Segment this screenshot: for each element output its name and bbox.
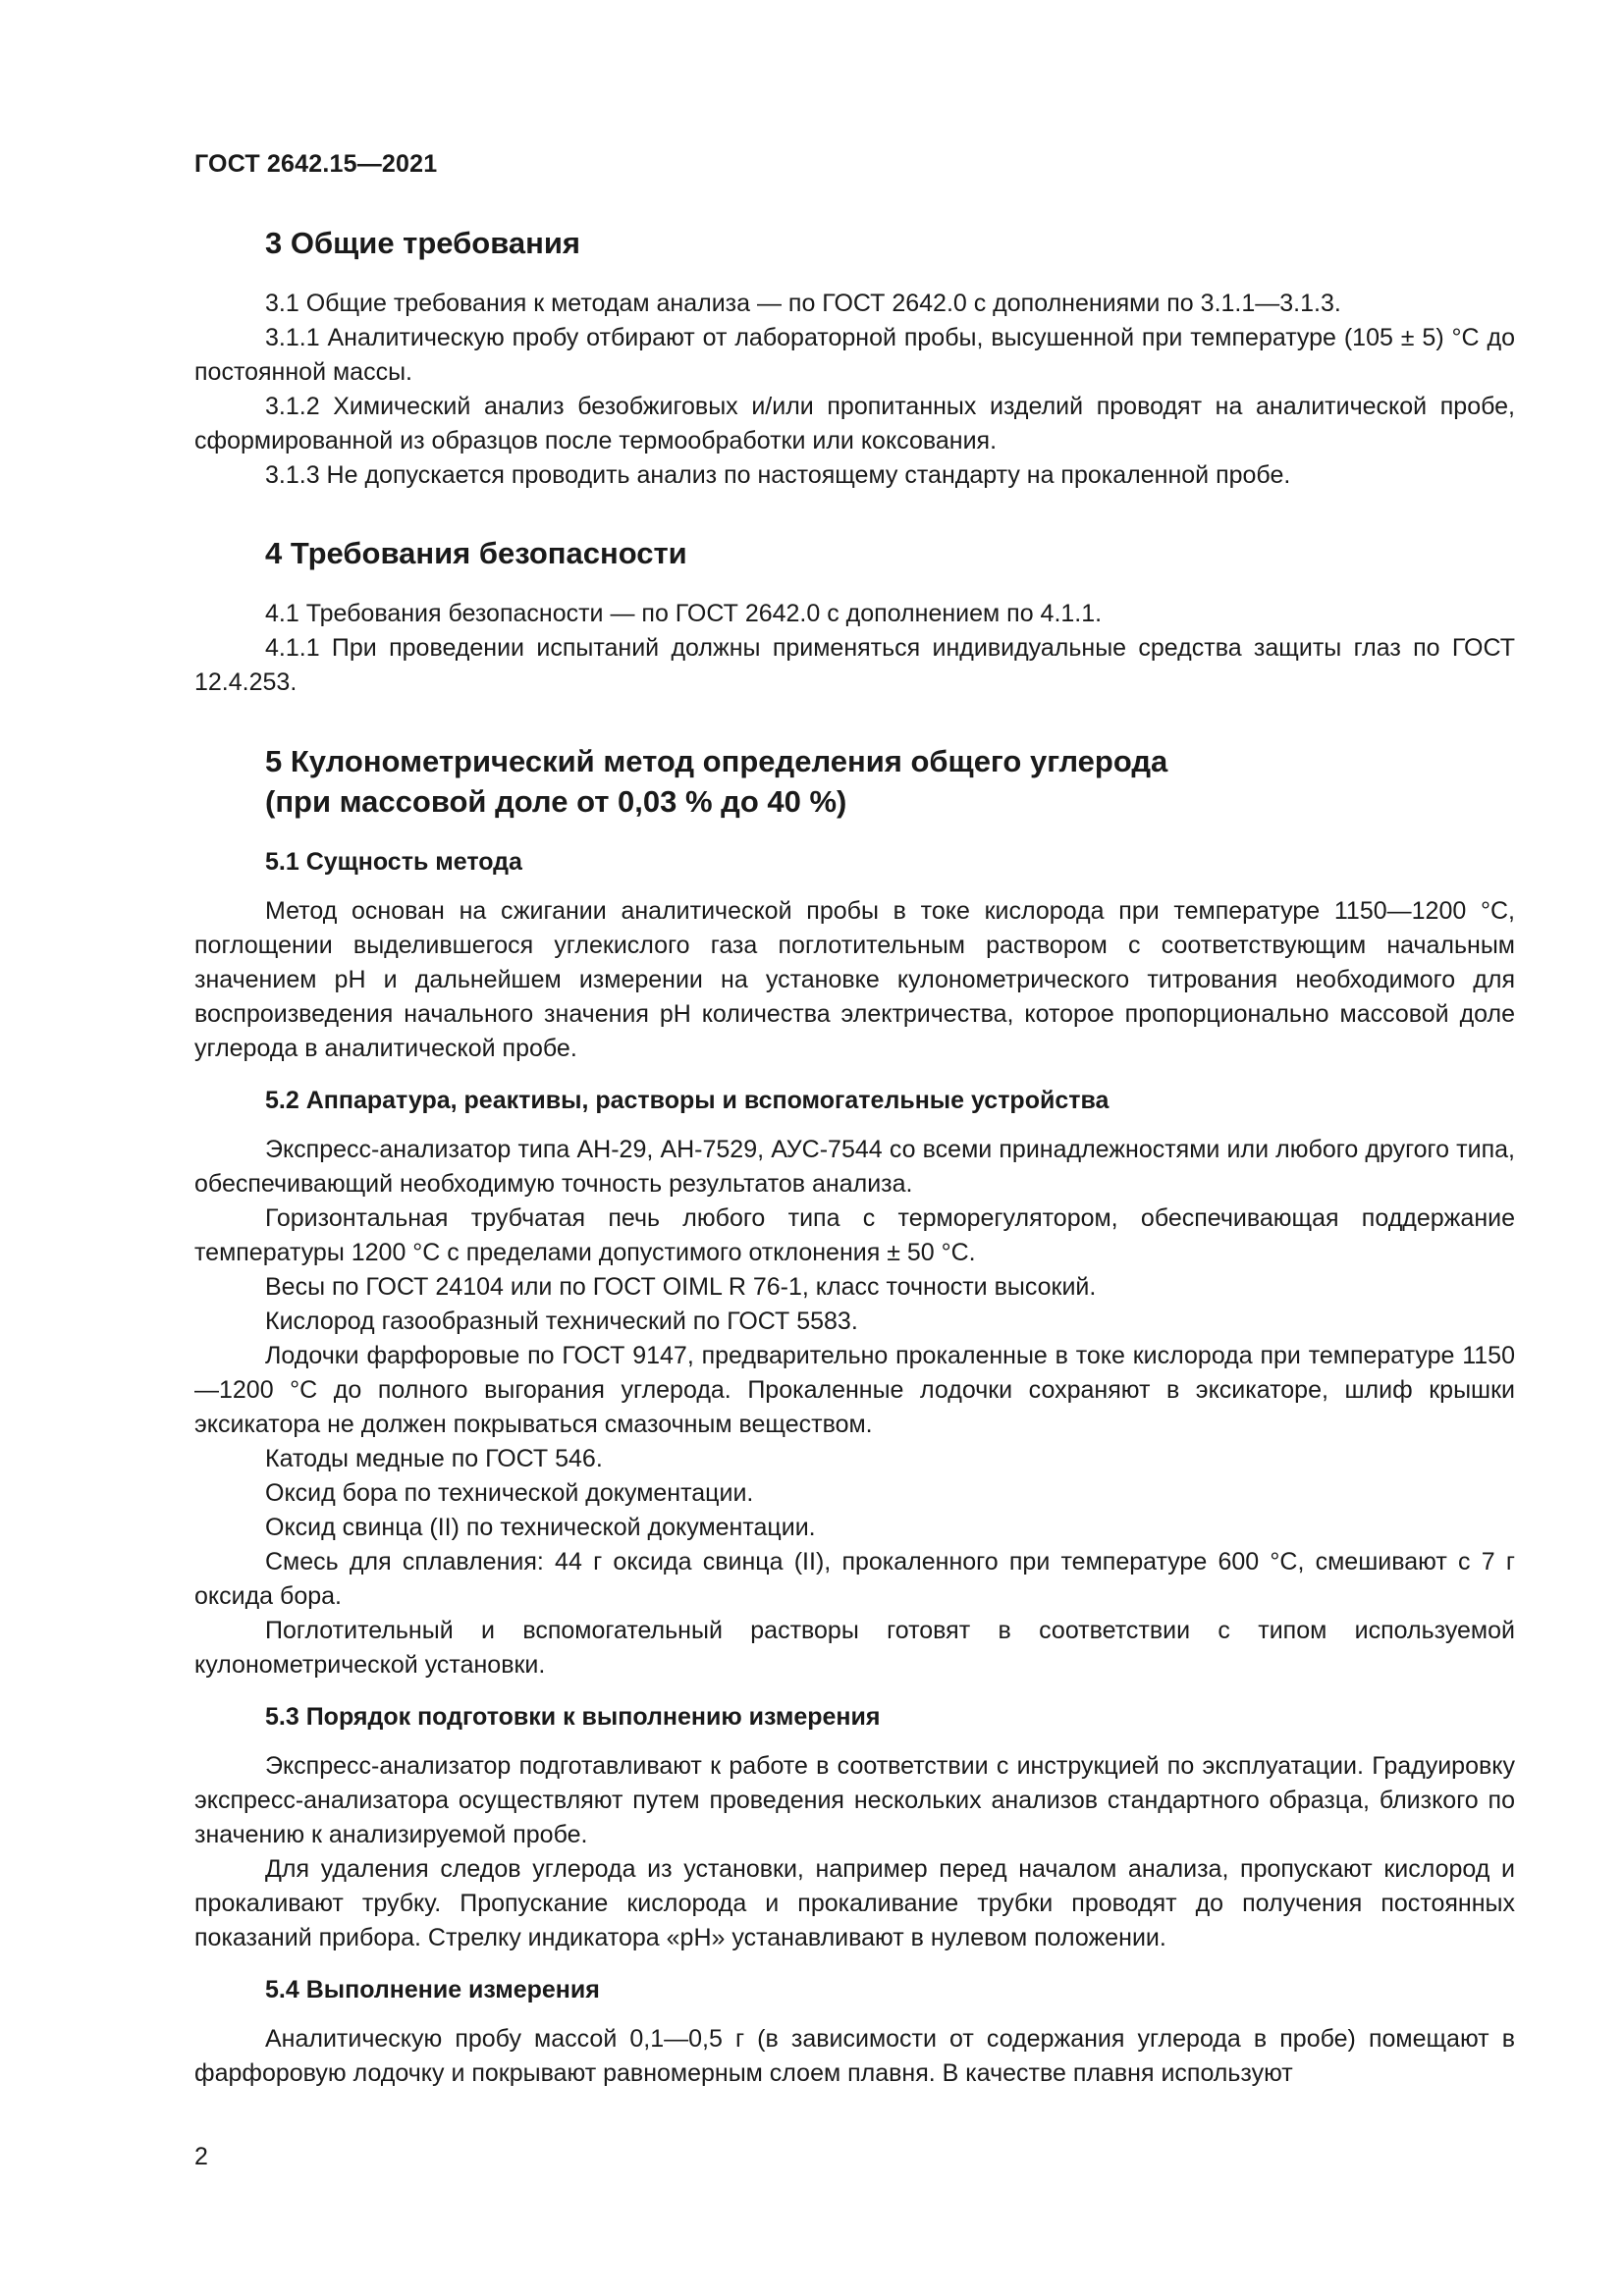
paragraph: Поглотительный и вспомогательный растворы готовят в соответствии с типом используемой кулонометрической установки. — [194, 1617, 1515, 1679]
page-number: 2 — [194, 2143, 208, 2170]
paragraph: 3.1.2 Химический анализ безобжиговых и/или пропитанных изделий проводят на аналитической пробе, сформированной из образцов после термообработки или коксования. — [194, 393, 1515, 454]
section-5-title-line-2: (при массовой доле от 0,03 % до 40 %) — [265, 784, 847, 819]
subsection-5-3-title: 5.3 Порядок подготовки к выполнению измерения — [265, 1703, 881, 1731]
paragraph: Экспресс-анализатор типа АН-29, АН-7529, АУС-7544 со всеми принадлежностями или любого другого типа, обеспечивающий необходимую точность результатов анализа. — [194, 1136, 1515, 1198]
page-content — [194, 224, 1515, 2091]
paragraph: Для удаления следов углерода из установки, например перед началом анализа, пропускают кислород и прокаливают трубку. Пропускание кислорода и прокаливание трубки проводят до получения постоянных показаний прибора. Стрелку индикатора «рН» устанавливают в нулевом положении. — [194, 1855, 1515, 1951]
standard-code-header: ГОСТ 2642.15—2021 — [194, 150, 438, 178]
section-3-title: 3 Общие требования — [265, 226, 580, 260]
paragraph: Экспресс-анализатор подготавливают к работе в соответствии с инструкцией по эксплуатации. Градуировку экспресс-анализатора осуществляют путем проведения нескольких анализов стандартного образца, близкого по значению к анализируемой пробе. — [194, 1752, 1515, 1848]
paragraph: Метод основан на сжигании аналитической пробы в токе кислорода при температуре 1150—1200 °С, поглощении выделившегося углекислого газа поглотительным раствором с соответствующим начальным значением рН и дальнейшем измерении на установке кулонометрического титрования необходимого для воспроизведения начального значения рН количества электричества, которое пропорционально массовой доле углерода в аналитической пробе. — [194, 897, 1515, 1062]
section-5-title — [265, 741, 1515, 822]
paragraph: Смесь для сплавления: 44 г оксида свинца (II), прокаленного при температуре 600 °С, смешивают с 7 г оксида бора. — [194, 1548, 1515, 1610]
paragraph: 4.1 Требования безопасности — по ГОСТ 2642.0 с дополнением по 4.1.1. — [265, 600, 1103, 627]
paragraph: 3.1.1 Аналитическую пробу отбирают от лабораторной пробы, высушенной при температуре (105 ± 5) °С до постоянной массы. — [194, 324, 1515, 386]
paragraph: 4.1.1 При проведении испытаний должны применяться индивидуальные средства защиты глаз по ГОСТ 12.4.253. — [194, 634, 1515, 696]
paragraph: Оксид бора по технической документации. — [265, 1479, 754, 1507]
paragraph: 3.1.3 Не допускается проводить анализ по настоящему стандарту на прокаленной пробе. — [265, 461, 1291, 489]
paragraph: 3.1 Общие требования к методам анализа — по ГОСТ 2642.0 с дополнениями по 3.1.1—3.1.3. — [265, 290, 1341, 317]
paragraph: Кислород газообразный технический по ГОСТ 5583. — [265, 1308, 858, 1335]
section-4-title: 4 Требования безопасности — [265, 536, 687, 570]
paragraph: Лодочки фарфоровые по ГОСТ 9147, предварительно прокаленные в токе кислорода при температуре 1150—1200 °С до полного выгорания углерода. Прокаленные лодочки сохраняют в эксикаторе, шлиф крышки эксикатора не должен покрываться смазочным веществом. — [194, 1342, 1515, 1438]
paragraph: Горизонтальная трубчатая печь любого типа с терморегулятором, обеспечивающая поддержание температуры 1200 °С с пределами допустимого отклонения ± 50 °С. — [194, 1204, 1515, 1266]
paragraph: Катоды медные по ГОСТ 546. — [265, 1445, 603, 1472]
subsection-5-2-title: 5.2 Аппаратура, реактивы, растворы и вспомогательные устройства — [265, 1087, 1110, 1114]
paragraph: Весы по ГОСТ 24104 или по ГОСТ OIML R 76-1, класс точности высокий. — [265, 1273, 1097, 1301]
section-5-title-line-1: 5 Кулонометрический метод определения общего углерода — [265, 744, 1168, 778]
subsection-5-1-title: 5.1 Сущность метода — [265, 848, 522, 876]
paragraph: Аналитическую пробу массой 0,1—0,5 г (в зависимости от содержания углерода в пробе) помещают в фарфоровую лодочку и покрывают равномерным слоем плавня. В качестве плавня используют — [194, 2025, 1515, 2087]
subsection-5-4-title: 5.4 Выполнение измерения — [265, 1976, 600, 2003]
paragraph: Оксид свинца (II) по технической документации. — [265, 1514, 816, 1541]
